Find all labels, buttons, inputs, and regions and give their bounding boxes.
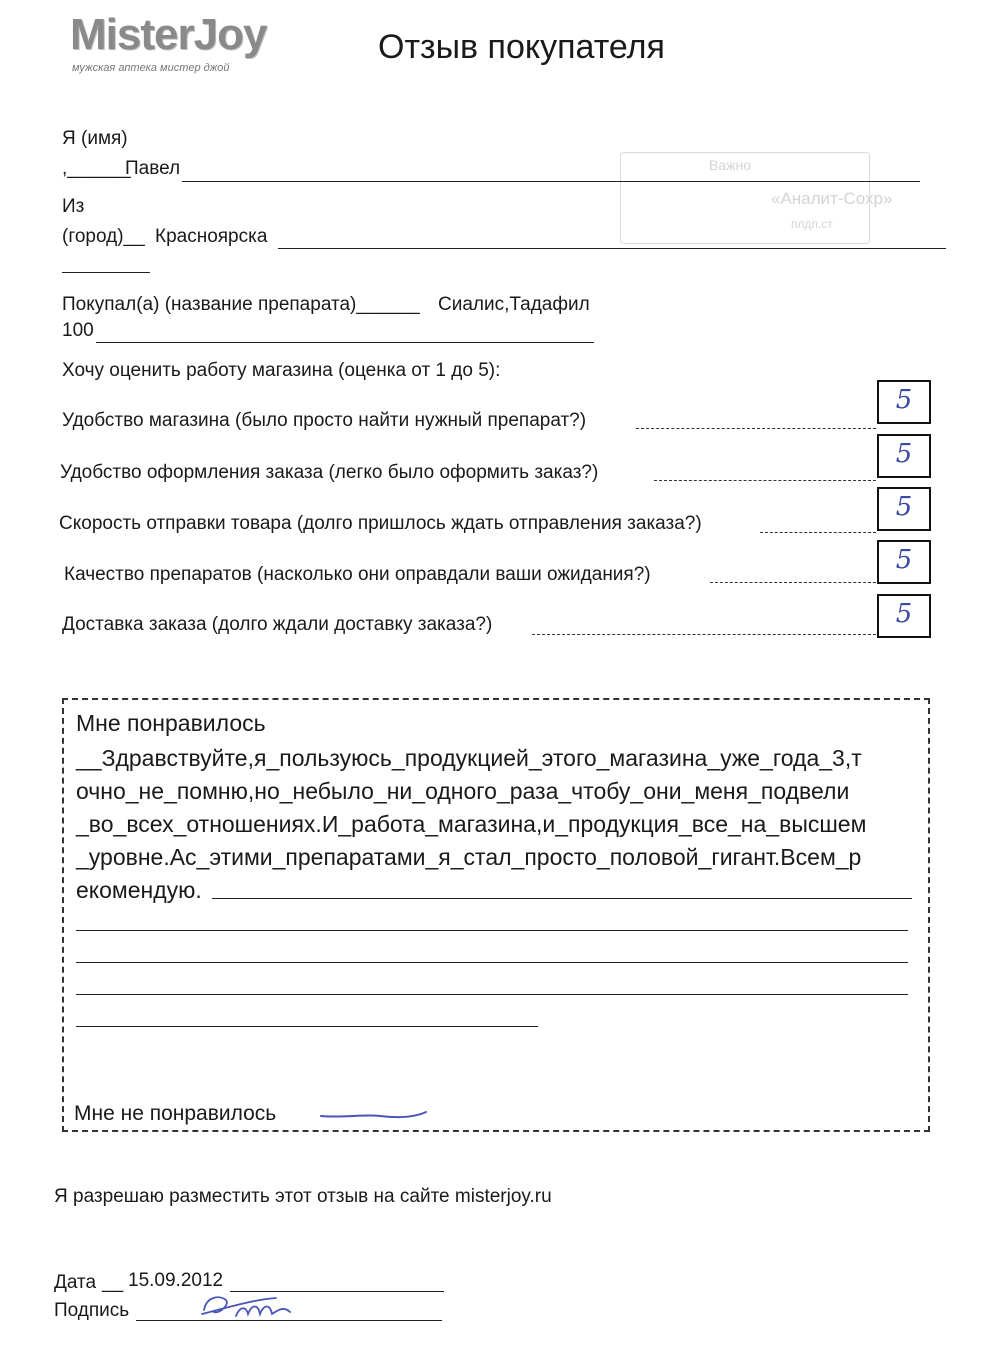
rating-score: 5 [895, 492, 913, 522]
liked-text-line: _во_всех_отношениях.И_работа_магазина,и_продукция_все_на_высшем [76, 811, 867, 837]
rating-intro: Хочу оценить работу магазина (оценка от 1 до 5): [62, 360, 501, 381]
signature-label: Подпись [54, 1300, 130, 1321]
logo-tagline: мужская аптека мистер джой [72, 62, 230, 74]
product-value: Сиалис,Тадафил [438, 294, 590, 315]
date-value: 15.09.2012 [128, 1270, 224, 1291]
name-underline [182, 181, 920, 182]
disliked-label: Мне не понравилось [74, 1102, 277, 1125]
liked-text-line: екомендую. [76, 877, 202, 903]
rating-box [877, 434, 931, 478]
stamp-line: «Аналит-Сохр» [771, 189, 893, 208]
city-underline-2 [62, 272, 150, 273]
liked-label: Мне понравилось [76, 710, 266, 736]
city-label-2: (город)__ [62, 226, 145, 247]
rating-question: Качество препаратов (насколько они оправдали ваши ожидания?) [64, 564, 651, 585]
date-prefix: __ [102, 1272, 124, 1293]
rating-score: 5 [895, 385, 913, 415]
rating-score: 5 [895, 599, 913, 629]
city-underline [278, 248, 946, 249]
comment-line [76, 994, 908, 995]
rating-leader [636, 428, 876, 429]
product-underline [96, 342, 594, 343]
comment-line [76, 1026, 538, 1027]
rating-question: Удобство магазина (было просто найти нужный препарат?) [62, 410, 587, 431]
name-label: Я (имя) [62, 128, 128, 149]
dash-scribble [318, 1104, 430, 1124]
comment-line [76, 962, 908, 963]
rating-question: Доставка заказа (долго ждали доставку заказа?) [62, 614, 493, 635]
comment-line [212, 898, 912, 899]
rating-leader [710, 582, 876, 583]
name-value: Павел [125, 158, 181, 179]
page-title: Отзыв покупателя [378, 28, 665, 66]
faint-stamp [620, 152, 893, 244]
rating-question: Удобство оформления заказа (легко было оформить заказ?) [60, 462, 599, 483]
product-label: Покупал(а) (название препарата)______ [62, 294, 420, 315]
city-value: Красноярска [155, 226, 268, 247]
rating-score: 5 [895, 545, 913, 575]
stamp-line: Важно [709, 157, 752, 173]
rating-leader [654, 480, 876, 481]
rating-box [877, 487, 931, 531]
logo: MisterJoy [70, 10, 267, 59]
date-label: Дата [54, 1272, 97, 1293]
comment-line [76, 930, 908, 931]
rating-score: 5 [895, 439, 913, 469]
product-value-2: 100 [62, 320, 94, 341]
rating-leader [532, 634, 876, 635]
signature-scribble [196, 1290, 296, 1324]
rating-box [877, 540, 931, 584]
rating-question: Скорость отправки товара (долго пришлось ждать отправления заказа?) [59, 513, 702, 534]
permission-text: Я разрешаю разместить этот отзыв на сайте misterjoy.ru [54, 1186, 552, 1207]
stamp-line: плдп.ст [791, 217, 833, 231]
liked-text-line: очно_не_помню,но_небыло_ни_одного_раза_чтобу_они_меня_подвели [76, 778, 850, 804]
liked-text-line: __Здравствуйте,я_пользуюсь_продукцией_этого_магазина_уже_года_3,т [76, 745, 862, 771]
rating-leader [760, 532, 876, 533]
rating-box [877, 380, 931, 424]
rating-box [877, 594, 931, 638]
name-prefix: ,______ [62, 158, 131, 179]
city-label: Из [62, 196, 85, 217]
liked-text-line: _уровне.Ас_этими_препаратами_я_стал_просто_половой_гигант.Всем_р [76, 844, 862, 870]
